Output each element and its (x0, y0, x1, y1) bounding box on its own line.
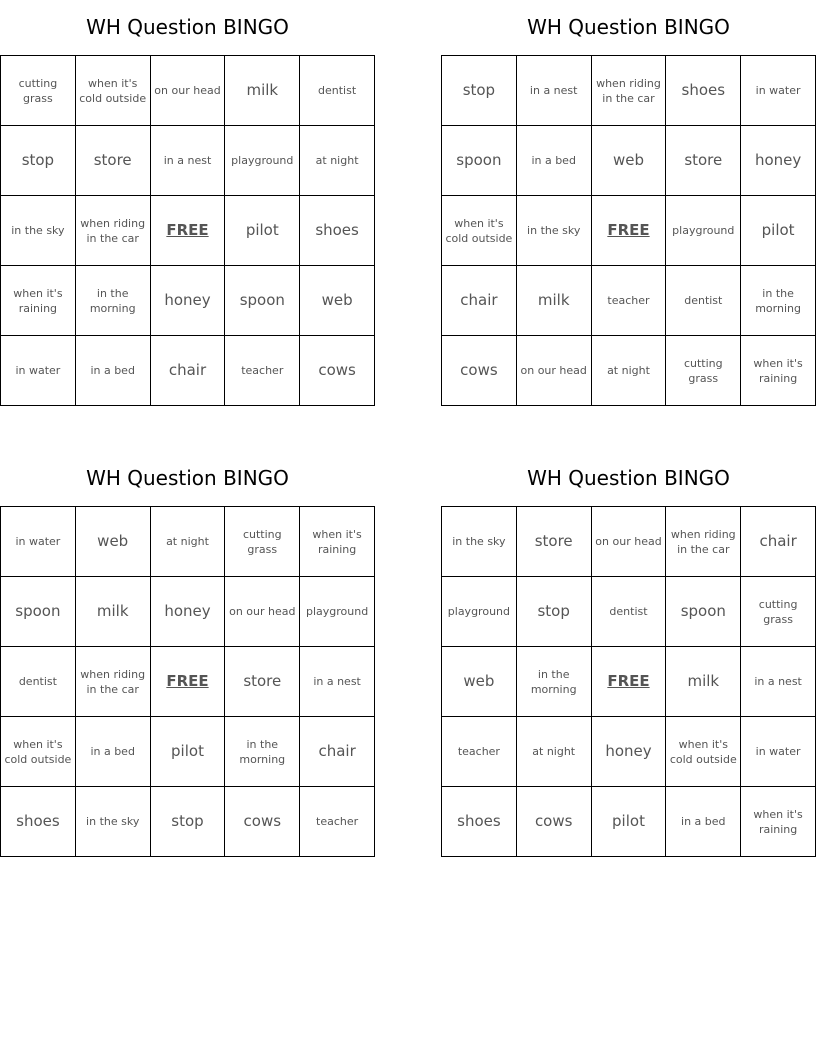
grid-row (442, 126, 816, 196)
bingo-cell: cutting grass (225, 507, 300, 577)
bingo-cell: in the morning (741, 266, 816, 336)
bingo-cell: store (75, 126, 150, 196)
bingo-cell: chair (741, 507, 816, 577)
bingo-cell: when riding in the car (591, 56, 666, 126)
bingo-cell: chair (300, 717, 375, 787)
bingo-cell: spoon (442, 126, 517, 196)
bingo-cell: when it's raining (741, 787, 816, 857)
bingo-cell: stop (442, 56, 517, 126)
bingo-cell: dentist (591, 577, 666, 647)
bingo-cell: teacher (300, 787, 375, 857)
bingo-cell: when riding in the car (666, 507, 741, 577)
bingo-cell: at night (516, 717, 591, 787)
grid-row (442, 266, 816, 336)
grid-row (442, 507, 816, 577)
grid-row (442, 647, 816, 717)
bingo-cell: teacher (591, 266, 666, 336)
bingo-grid (441, 55, 816, 406)
bingo-card (0, 451, 375, 857)
grid-row (442, 577, 816, 647)
bingo-grid (0, 506, 375, 857)
bingo-cell: stop (1, 126, 76, 196)
bingo-cell: when it's raining (300, 507, 375, 577)
bingo-cell: milk (666, 647, 741, 717)
bingo-cell: dentist (300, 56, 375, 126)
bingo-cell: playground (666, 196, 741, 266)
bingo-cell: in water (741, 56, 816, 126)
bingo-cell: at night (150, 507, 225, 577)
bingo-cell: playground (442, 577, 517, 647)
grid-row (1, 507, 375, 577)
bingo-cell: in a nest (741, 647, 816, 717)
grid-row (442, 56, 816, 126)
bingo-cell: when it's cold outside (75, 56, 150, 126)
bingo-cell: spoon (1, 577, 76, 647)
bingo-cell: web (300, 266, 375, 336)
bingo-cell: at night (300, 126, 375, 196)
bingo-cell: shoes (442, 787, 517, 857)
grid-row (1, 266, 375, 336)
grid-row (1, 196, 375, 266)
grid-row (1, 647, 375, 717)
bingo-cell: teacher (442, 717, 517, 787)
bingo-cell: dentist (666, 266, 741, 336)
bingo-cell: in the morning (516, 647, 591, 717)
bingo-cell: web (442, 647, 517, 717)
bingo-grid (0, 55, 375, 406)
grid-row (442, 336, 816, 406)
card-title: WH Question BINGO (527, 15, 730, 39)
bingo-cell: honey (741, 126, 816, 196)
grid-row (1, 787, 375, 857)
grid-row (1, 126, 375, 196)
bingo-cell: cows (300, 336, 375, 406)
bingo-cell: in a bed (666, 787, 741, 857)
bingo-cell: shoes (1, 787, 76, 857)
grid-row (1, 577, 375, 647)
grid-row (1, 717, 375, 787)
bingo-cell: cutting grass (741, 577, 816, 647)
bingo-cell: in water (741, 717, 816, 787)
grid-row (1, 336, 375, 406)
bingo-cell: when riding in the car (75, 647, 150, 717)
bingo-cell: milk (225, 56, 300, 126)
free-space: FREE (150, 647, 225, 717)
bingo-cell: chair (150, 336, 225, 406)
bingo-cell: in water (1, 336, 76, 406)
bingo-cell: pilot (225, 196, 300, 266)
bingo-cell: in a bed (75, 336, 150, 406)
card-title: WH Question BINGO (86, 466, 289, 490)
bingo-cell: spoon (666, 577, 741, 647)
bingo-cell: teacher (225, 336, 300, 406)
free-space: FREE (591, 196, 666, 266)
bingo-cell: playground (300, 577, 375, 647)
bingo-cell: honey (150, 266, 225, 336)
bingo-cell: cows (516, 787, 591, 857)
bingo-cell: stop (150, 787, 225, 857)
bingo-cell: dentist (1, 647, 76, 717)
card-title: WH Question BINGO (86, 15, 289, 39)
bingo-cell: at night (591, 336, 666, 406)
bingo-cell: milk (516, 266, 591, 336)
bingo-card (0, 0, 375, 406)
bingo-cell: when it's cold outside (442, 196, 517, 266)
bingo-cell: in the sky (75, 787, 150, 857)
bingo-cell: on our head (225, 577, 300, 647)
bingo-cell: cutting grass (666, 336, 741, 406)
grid-row (442, 196, 816, 266)
bingo-cell: when it's raining (741, 336, 816, 406)
bingo-grid (441, 506, 816, 857)
bingo-cell: store (516, 507, 591, 577)
bingo-cell: when it's cold outside (1, 717, 76, 787)
grid-row (442, 717, 816, 787)
bingo-cell: in a bed (516, 126, 591, 196)
free-space: FREE (150, 196, 225, 266)
bingo-cell: when riding in the car (75, 196, 150, 266)
bingo-cell: store (666, 126, 741, 196)
bingo-cell: pilot (150, 717, 225, 787)
bingo-card (441, 0, 816, 406)
bingo-cell: web (75, 507, 150, 577)
bingo-card (441, 451, 816, 857)
bingo-cell: when it's raining (1, 266, 76, 336)
bingo-cell: spoon (225, 266, 300, 336)
bingo-cell: in water (1, 507, 76, 577)
bingo-cell: in a nest (300, 647, 375, 717)
bingo-cell: cows (225, 787, 300, 857)
bingo-cell: shoes (666, 56, 741, 126)
bingo-cell: web (591, 126, 666, 196)
bingo-cell: cows (442, 336, 517, 406)
bingo-cell: shoes (300, 196, 375, 266)
bingo-cell: in the sky (442, 507, 517, 577)
free-space: FREE (591, 647, 666, 717)
bingo-cell: stop (516, 577, 591, 647)
bingo-cell: when it's cold outside (666, 717, 741, 787)
bingo-cell: chair (442, 266, 517, 336)
bingo-cell: store (225, 647, 300, 717)
bingo-cell: honey (591, 717, 666, 787)
bingo-cell: pilot (741, 196, 816, 266)
bingo-cell: in the morning (225, 717, 300, 787)
card-title: WH Question BINGO (527, 466, 730, 490)
bingo-cell: in the sky (516, 196, 591, 266)
bingo-cell: honey (150, 577, 225, 647)
bingo-cell: playground (225, 126, 300, 196)
bingo-cell: on our head (150, 56, 225, 126)
bingo-cell: on our head (591, 507, 666, 577)
bingo-cell: in the morning (75, 266, 150, 336)
bingo-cell: in a nest (150, 126, 225, 196)
bingo-cell: on our head (516, 336, 591, 406)
bingo-cell: in a bed (75, 717, 150, 787)
grid-row (442, 787, 816, 857)
bingo-cell: milk (75, 577, 150, 647)
bingo-cell: in the sky (1, 196, 76, 266)
grid-row (1, 56, 375, 126)
bingo-cell: pilot (591, 787, 666, 857)
bingo-cell: cutting grass (1, 56, 76, 126)
bingo-cell: in a nest (516, 56, 591, 126)
